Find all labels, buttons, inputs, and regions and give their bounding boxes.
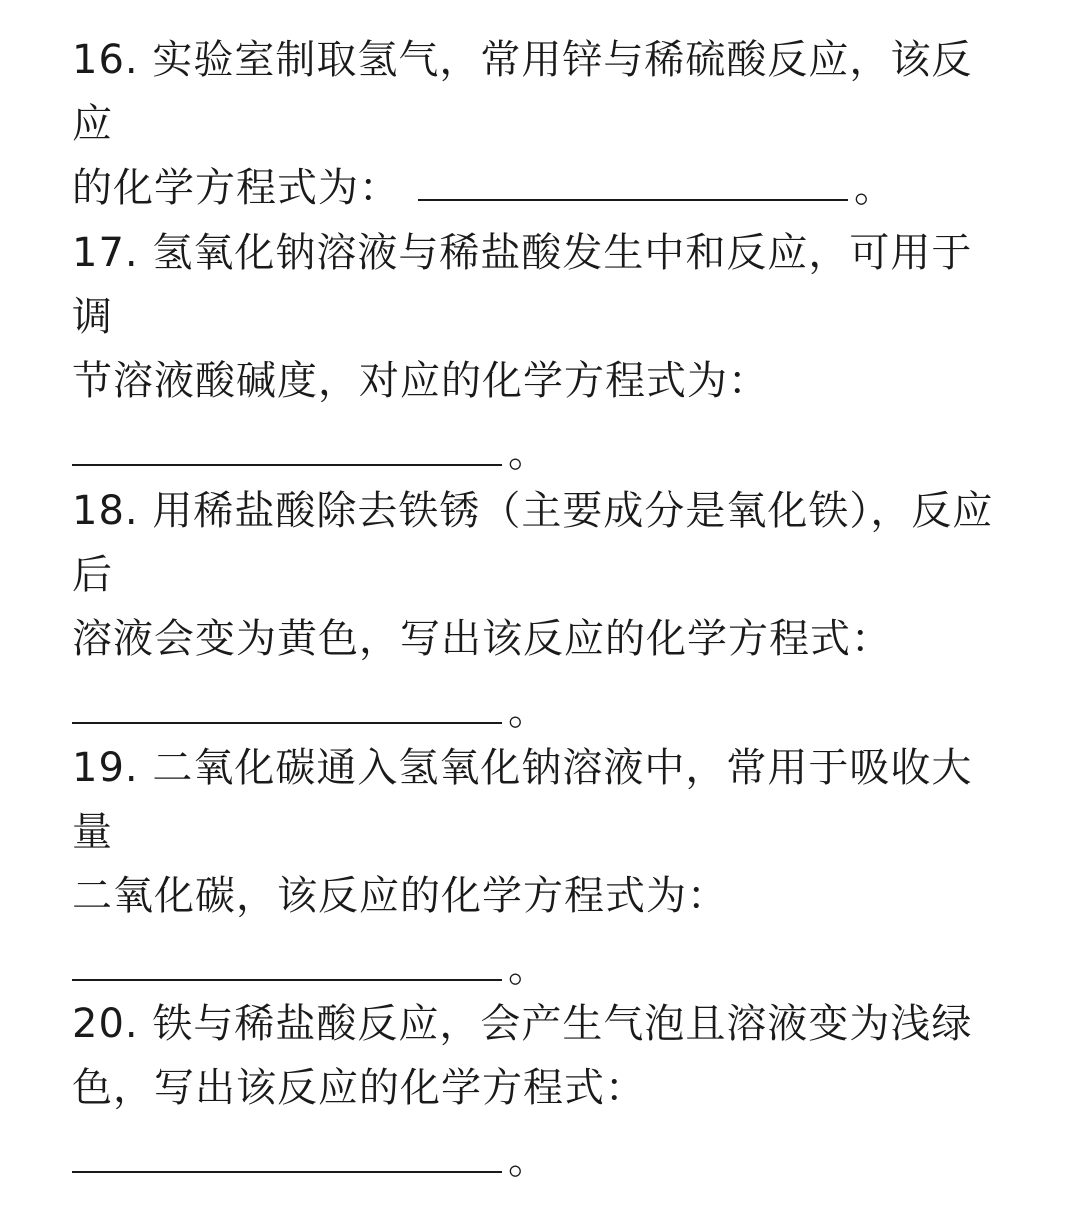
answer-blank-17[interactable] (72, 464, 502, 466)
question-17 (72, 221, 1012, 485)
question-19-line1: 19. 二氧化碳通入氢氧化钠溶液中，常用于吸收大量 (72, 745, 973, 855)
question-17-end: 。 (508, 430, 548, 476)
answer-blank-20[interactable] (72, 1171, 502, 1173)
question-16-line2: 的化学方程式为： (72, 165, 400, 211)
question-16-line1: 16. 实验室制取氢气，常用锌与稀硫酸反应，该反应 (72, 37, 973, 147)
question-20-end: 。 (508, 1137, 548, 1183)
question-16 (72, 28, 1012, 220)
question-18-line2: 溶液会变为黄色，写出该反应的化学方程式： (72, 616, 892, 662)
question-18-line1: 18. 用稀盐酸除去铁锈（主要成分是氧化铁），反应后 (72, 488, 994, 598)
question-19-line2: 二氧化碳，该反应的化学方程式为： (72, 873, 728, 919)
question-20-line1: 20. 铁与稀盐酸反应，会产生气泡且溶液变为浅绿 (72, 1001, 973, 1047)
question-19-end: 。 (508, 945, 548, 991)
question-19 (72, 736, 1012, 1000)
question-17-line2: 节溶液酸碱度，对应的化学方程式为： (72, 358, 769, 404)
question-16-end: 。 (854, 165, 895, 211)
question-18 (72, 479, 1012, 743)
question-18-end: 。 (508, 688, 548, 734)
answer-blank-16[interactable] (418, 199, 848, 201)
question-20-line2: 色，写出该反应的化学方程式： (72, 1065, 646, 1111)
question-20 (72, 992, 1012, 1192)
answer-blank-18[interactable] (72, 722, 502, 724)
answer-blank-19[interactable] (72, 979, 502, 981)
question-17-line1: 17. 氢氧化钠溶液与稀盐酸发生中和反应，可用于调 (72, 230, 973, 340)
